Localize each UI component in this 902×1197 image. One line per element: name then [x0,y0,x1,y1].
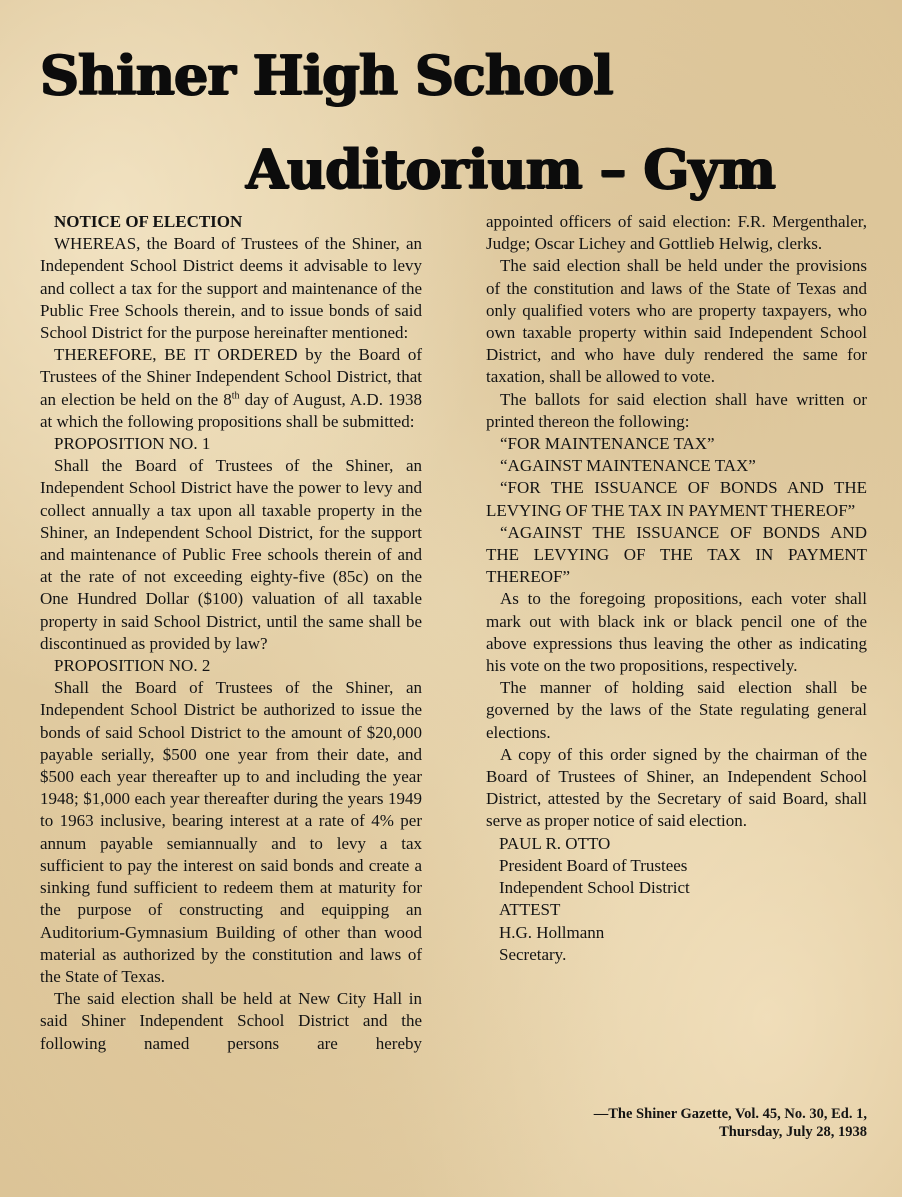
title-line-1: Shiner High School [40,43,613,107]
ballots-paragraph: The ballots for said election shall have written or printed thereon the following: [486,389,867,431]
ballot-option-1: “FOR MAINTENANCE TAX” [500,434,715,454]
copy-paragraph: A copy of this order signed by the chairman of the Board of Trustees of Shiner, an Independent School District, attested by the Secretary of said Board, shall serve as proper notice of said election. [486,744,867,831]
proposition-1-text: Shall the Board of Trustees of the Shiner, an Independent School District have the power to levy and collect annually a tax upon all taxable property in the Shiner, an Independent School District, for the support and maintenance of Public Free schools therein of and at the rate of not exceeding eighty-five (85c) on the One Hundred Dollar ($100) valuation of all taxable property in said School District, until the same shall be discontinued as provided by law? [40,456,422,653]
manner-paragraph: The manner of holding said election shall be governed by the laws of the State regulating general elections. [486,678,867,742]
source-line-1: —The Shiner Gazette, Vol. 45, No. 30, Ed. 1, [593,1106,867,1122]
signature-title-2: Independent School District [499,878,690,898]
ballot-option-3: “FOR THE ISSUANCE OF BONDS AND THE LEVYING OF THE TAX IN PAYMENT THEREOF” [486,478,867,520]
location-paragraph: The said election shall be held at New City Hall in said Shiner Independent School District and the following named persons are hereby [40,989,422,1053]
left-column [40,211,422,1055]
source-line-2: Thursday, July 28, 1938 [719,1124,867,1140]
attest-label: ATTEST [499,900,561,920]
proposition-1-label: PROPOSITION NO. 1 [54,434,211,454]
election-held-paragraph: The said election shall be held under the provisions of the constitution and laws of the State of Texas and only qualified voters who are property taxpayers, who own taxable property within said Independent School District, and who have duly rendered the same for taxation, shall be allowed to vote. [486,256,867,387]
ballot-option-2: “AGAINST MAINTENANCE TAX” [500,456,756,476]
voter-paragraph: As to the foregoing propositions, each voter shall mark out with black ink or black pencil one of the above expressions thus leaving the other as indicating his vote on the two propositions, respectively. [486,589,867,676]
title-line-2: Auditorium – Gym [246,137,775,201]
proposition-2-text: Shall the Board of Trustees of the Shiner, an Independent School District be authorized to issue the bonds of said School District to the amount of $20,000 payable serially, $500 one year from their date, and $500 each year thereafter up to and including the year 1948; $1,000 each year thereafter during the years 1949 to 1963 inclusive, bearing interest at a rate of 4% per annum payable semiannually and to levy a tax sufficient to pay the interest on said bonds and create a sinking fund sufficient to redeem them at maturity for the purpose of constructing and equipping an Auditorium-Gymnasium Building of other than wood material as authorized by the constitution and laws of the State of Texas. [40,678,422,986]
right-column [486,211,867,966]
notice-heading: NOTICE OF ELECTION [54,212,243,231]
whereas-paragraph: WHEREAS, the Board of Trustees of the Shiner, an Independent School District deems it advisable to levy and collect a tax for the support and maintenance of the Public Free Schools therein, and to issue bonds of said School District for the purpose hereinafter mentioned: [40,234,422,343]
ordered-text-end: day of August, A.D. 1938 at which the following propositions shall be submitted: [40,389,423,431]
ballot-option-4: “AGAINST THE ISSUANCE OF BONDS AND THE LEVYING OF THE TAX IN PAYMENT THEREOF” [486,522,867,587]
ordered-paragraph [40,344,422,433]
proposition-2-label: PROPOSITION NO. 2 [54,656,211,676]
source-citation [447,1105,867,1141]
attest-name: H.G. Hollmann [499,922,605,942]
officers-paragraph: appointed officers of said election: F.R. Mergenthaler, Judge; Oscar Lichey and Gottlieb Helwig, clerks. [486,212,867,254]
signature-name: PAUL R. OTTO [499,833,611,853]
attest-title: Secretary. [499,944,567,964]
ordinal-suffix: th [231,389,240,401]
signature-title-1: President Board of Trustees [499,855,688,875]
ordered-text-start: THEREFORE, BE IT ORDERED by the Board of Trustees of the Shiner Independent School District, that an election be held on the 8 [40,345,422,409]
